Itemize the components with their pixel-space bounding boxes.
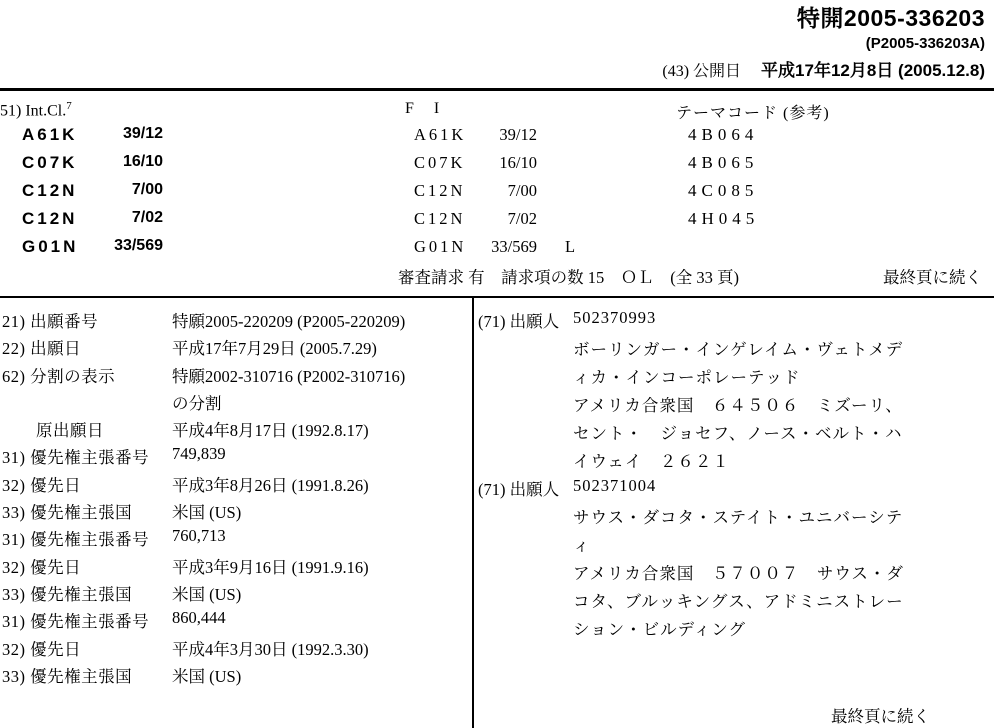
field-value: 平成3年9月16日 (1991.9.16) bbox=[172, 557, 369, 577]
field-value: 特願2005-220209 (P2005-220209) bbox=[172, 312, 406, 331]
bibliographic-section bbox=[0, 298, 994, 728]
table-row bbox=[478, 560, 992, 588]
intcl-code: A61K bbox=[22, 125, 78, 144]
table-row bbox=[0, 363, 470, 390]
field-label: 32) 優先日 bbox=[2, 639, 82, 659]
table-row bbox=[0, 554, 470, 581]
table-row bbox=[478, 476, 992, 504]
intcl-code: C07K bbox=[22, 153, 78, 172]
field-value: 米国 (US) bbox=[172, 503, 242, 523]
table-row bbox=[478, 392, 992, 420]
fi-number: 16/10 bbox=[499, 153, 537, 172]
field-value: アメリカ合衆国 ５７００７ サウス・ダ bbox=[573, 564, 904, 583]
theme-code-header: テーマコード (参考) bbox=[676, 105, 830, 122]
field-label: (71) 出願人 bbox=[478, 480, 560, 499]
fi-code: C07K bbox=[414, 153, 466, 172]
table-row bbox=[0, 444, 470, 471]
field-value: 特願2002-310716 (P2002-310716) bbox=[172, 366, 406, 386]
classification-rows bbox=[0, 125, 994, 265]
field-value: 平成3年8月26日 (1991.8.26) bbox=[172, 475, 369, 495]
field-value: セント・ ジョセフ、ノース・ベルト・ハ bbox=[573, 424, 903, 443]
intcl-code: C12N bbox=[22, 209, 78, 228]
examination-request-line: 審査請求 有 請求項の数 15 ＯＬ (全 33 頁) bbox=[398, 268, 739, 287]
table-row bbox=[478, 532, 992, 560]
field-label: 22) 出願日 bbox=[2, 339, 82, 359]
intcl-number: 16/10 bbox=[122, 153, 163, 170]
field-value: 平成4年8月17日 (1992.8.17) bbox=[172, 421, 369, 441]
field-label: 32) 優先日 bbox=[2, 475, 82, 495]
field-value: 平成4年3月30日 (1992.3.30) bbox=[172, 639, 369, 659]
publication-date-line bbox=[662, 60, 985, 82]
field-value: 502371004 bbox=[573, 476, 657, 495]
fi-number: 33/569 bbox=[491, 237, 537, 256]
field-label: 21) 出願番号 bbox=[2, 312, 99, 331]
classification-row bbox=[0, 209, 994, 237]
field-value: 502370993 bbox=[573, 308, 657, 327]
fi-code: C12N bbox=[414, 209, 466, 228]
field-value: 749,839 bbox=[172, 444, 226, 464]
intcl-number: 39/12 bbox=[122, 125, 163, 142]
field-label: (71) 出願人 bbox=[478, 312, 560, 331]
fi-code: C12N bbox=[414, 181, 466, 200]
table-row bbox=[0, 472, 470, 499]
table-row bbox=[478, 420, 992, 448]
table-row bbox=[0, 390, 470, 417]
field-value: サウス・ダコタ・ステイト・ユニバーシテ bbox=[573, 508, 904, 527]
classification-row bbox=[0, 181, 994, 209]
table-row bbox=[0, 526, 470, 553]
field-label: 31) 優先権主張番号 bbox=[2, 530, 150, 550]
intcl-superscript: 7 bbox=[66, 100, 72, 112]
applicants-table bbox=[478, 308, 992, 644]
field-label: 31) 優先権主張番号 bbox=[2, 612, 150, 632]
intcl-number: 7/02 bbox=[131, 209, 163, 226]
classification-row bbox=[0, 237, 994, 265]
table-row bbox=[0, 417, 470, 444]
classification-section bbox=[0, 92, 994, 296]
field-label: 32) 優先日 bbox=[2, 557, 82, 577]
field-value: 米国 (US) bbox=[172, 666, 242, 686]
field-label: 33) 優先権主張国 bbox=[2, 503, 133, 523]
theme-code: 4H045 bbox=[688, 209, 760, 228]
field-value: イウェイ ２６２１ bbox=[573, 452, 730, 471]
table-row bbox=[0, 499, 470, 526]
field-value: アメリカ合衆国 ６４５０６ ミズーリ、 bbox=[573, 396, 903, 415]
classification-row bbox=[0, 153, 994, 181]
publication-number-paren: (P2005-336203A) bbox=[865, 35, 985, 52]
table-row bbox=[0, 636, 470, 663]
table-row bbox=[478, 308, 992, 336]
continued-note-top: 最終頁に続く bbox=[883, 268, 982, 287]
publication-number: 特開2005-336203 bbox=[796, 5, 985, 31]
field-label: 原出願日 bbox=[2, 421, 104, 441]
field-value: ボーリンガー・インゲレイム・ヴェトメデ bbox=[573, 340, 904, 359]
intcl-code: G01N bbox=[22, 237, 79, 256]
application-data-table bbox=[0, 308, 470, 690]
table-row bbox=[478, 448, 992, 476]
table-row bbox=[478, 504, 992, 532]
field-value: 760,713 bbox=[172, 526, 226, 546]
table-row bbox=[478, 588, 992, 616]
field-value: ィカ・インコーポレーテッド bbox=[573, 368, 801, 387]
intcl-number: 33/569 bbox=[114, 237, 163, 254]
fi-number: 7/02 bbox=[507, 209, 537, 228]
classification-row bbox=[0, 125, 994, 153]
field-value: 平成17年7月29日 (2005.7.29) bbox=[172, 339, 377, 359]
intcl-number: 7/00 bbox=[131, 181, 163, 198]
table-row bbox=[478, 336, 992, 364]
fi-code: A61K bbox=[414, 125, 467, 144]
divider-top bbox=[0, 88, 994, 91]
fi-suffix: L bbox=[565, 237, 576, 256]
table-row bbox=[478, 616, 992, 644]
intcl-header bbox=[0, 100, 72, 120]
fi-header: F I bbox=[405, 100, 448, 117]
intcl-header-text: 51) Int.Cl. bbox=[0, 102, 67, 120]
field-value: コタ、ブルッキングス、アドミニストレー bbox=[573, 592, 904, 611]
publication-date-label: (43) 公開日 bbox=[662, 63, 742, 80]
table-row bbox=[478, 364, 992, 392]
theme-code: 4B065 bbox=[688, 153, 759, 172]
table-row bbox=[0, 608, 470, 635]
field-value: ション・ビルディング bbox=[573, 620, 747, 639]
field-label: 62) 分割の表示 bbox=[2, 366, 116, 386]
publication-header bbox=[662, 5, 985, 82]
field-label: 33) 優先権主張国 bbox=[2, 584, 133, 604]
table-row bbox=[0, 335, 470, 362]
field-label: 31) 優先権主張番号 bbox=[2, 448, 150, 468]
publication-date-value: 平成17年12月8日 (2005.12.8) bbox=[761, 61, 985, 80]
intcl-code: C12N bbox=[22, 181, 78, 200]
fi-code: G01N bbox=[414, 237, 467, 256]
column-divider bbox=[472, 298, 474, 728]
field-value: 860,444 bbox=[172, 608, 226, 628]
fi-number: 39/12 bbox=[499, 125, 537, 144]
field-label: 33) 優先権主張国 bbox=[2, 666, 133, 686]
theme-code: 4C085 bbox=[688, 181, 759, 200]
fi-number: 7/00 bbox=[507, 181, 537, 200]
field-value: の分割 bbox=[172, 393, 222, 413]
field-value: ィ bbox=[573, 536, 591, 555]
continued-note-bottom: 最終頁に続く bbox=[831, 707, 930, 726]
table-row bbox=[0, 663, 470, 690]
field-value: 米国 (US) bbox=[172, 584, 242, 604]
table-row bbox=[0, 581, 470, 608]
theme-code: 4B064 bbox=[688, 125, 759, 144]
table-row bbox=[0, 308, 470, 335]
